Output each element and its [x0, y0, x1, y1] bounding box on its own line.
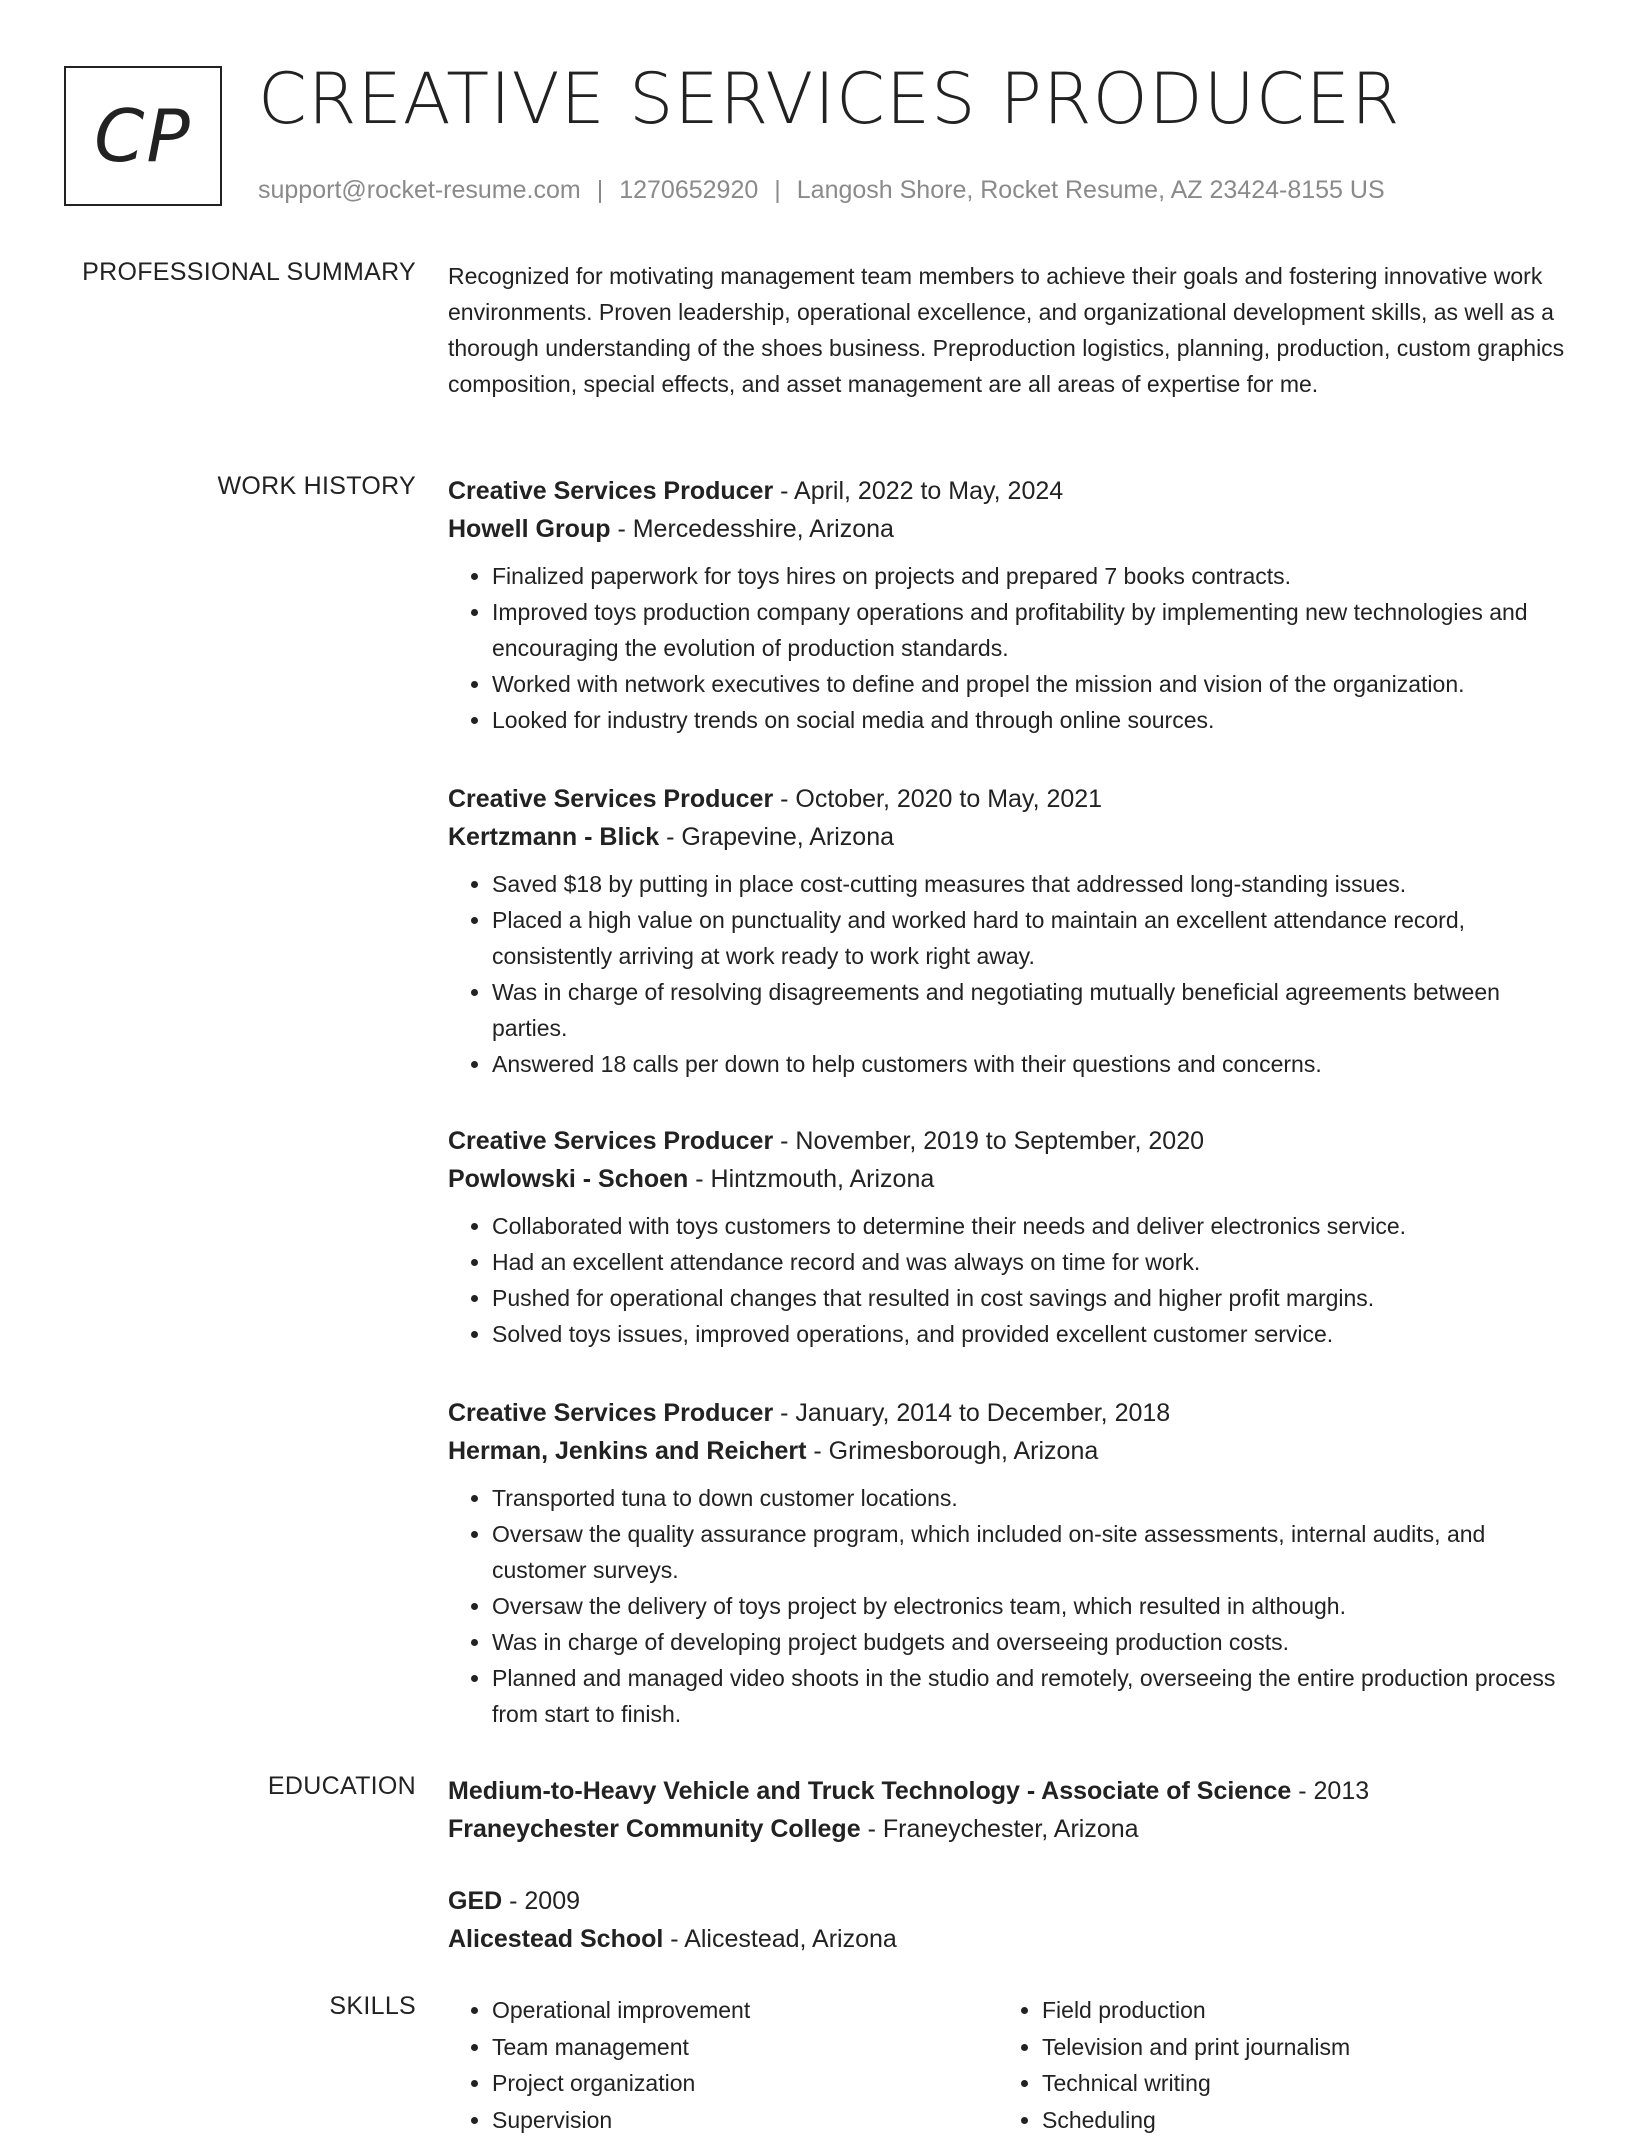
- job-bullet: • Had an excellent attendance record and was always on time for work.: [492, 1244, 1568, 1280]
- section-label-skills: SKILLS: [329, 1992, 416, 2021]
- skill-item: • Scheduling: [1042, 2102, 1548, 2138]
- section-label-work-history: WORK HISTORY: [217, 472, 416, 501]
- skill-item: • Operational improvement: [492, 1992, 998, 2029]
- skills-column-right: [998, 1992, 1548, 2138]
- resume-title: CREATIVE SERVICES PRODUCER: [258, 58, 1401, 140]
- job-location: - Grimesborough, Arizona: [806, 1437, 1098, 1465]
- job-title: Creative Services Producer: [448, 477, 773, 505]
- education-entry: [448, 1882, 1568, 1958]
- skill-item: • Television and print journalism: [1042, 2029, 1548, 2066]
- skill-item: • Technical writing: [1042, 2065, 1548, 2102]
- section-label-summary: PROFESSIONAL SUMMARY: [82, 258, 416, 287]
- job-location: - Grapevine, Arizona: [659, 823, 894, 851]
- job-bullet: • Pushed for operational changes that resulted in cost savings and higher profit margins.: [492, 1280, 1568, 1316]
- job-bullet: • Solved toys issues, improved operations, and provided excellent customer service.: [492, 1316, 1568, 1352]
- summary-text: Recognized for motivating management team members to achieve their goals and fostering innovative work environments. Proven leadership, operational excellence, and organizational development skills, as well as a thorough understanding of the shoes business. Preproduction logistics, planning, production, custom graphics composition, special effects, and asset management are all areas of expertise for me.: [448, 258, 1568, 402]
- contact-separator: |: [758, 176, 797, 204]
- contact-phone[interactable]: 1270652920: [619, 176, 758, 204]
- job-title-line: [448, 1122, 1568, 1160]
- job-entry: [448, 1394, 1568, 1732]
- job-title: Creative Services Producer: [448, 1127, 773, 1155]
- skill-item: • Team management: [492, 2029, 998, 2066]
- job-location: - Mercedesshire, Arizona: [611, 515, 894, 543]
- job-title: Creative Services Producer: [448, 785, 773, 813]
- education-location: - Franeychester, Arizona: [861, 1815, 1139, 1843]
- job-bullet: • Collaborated with toys customers to determine their needs and deliver electronics service.: [492, 1208, 1568, 1244]
- skills-list: [448, 1992, 1568, 2138]
- education-degree-line: [448, 1882, 1568, 1920]
- job-bullet: • Saved $18 by putting in place cost-cutting measures that addressed long-standing issues.: [492, 866, 1568, 902]
- job-title: Creative Services Producer: [448, 1399, 773, 1427]
- education-year: - 2009: [502, 1887, 580, 1915]
- education-degree-line: [448, 1772, 1568, 1810]
- contact-line: [258, 176, 1385, 205]
- job-bullet: • Looked for industry trends on social media and through online sources.: [492, 702, 1568, 738]
- job-title-line: [448, 780, 1568, 818]
- job-company: Howell Group: [448, 515, 611, 543]
- job-bullet: • Planned and managed video shoots in the studio and remotely, overseeing the entire production process from start to finish.: [492, 1660, 1568, 1732]
- education-degree: Medium-to-Heavy Vehicle and Truck Technology - Associate of Science: [448, 1777, 1291, 1805]
- contact-separator: |: [581, 176, 620, 204]
- job-dates: - January, 2014 to December, 2018: [773, 1399, 1170, 1427]
- skill-item: • Field production: [1042, 1992, 1548, 2029]
- job-bullet: • Oversaw the delivery of toys project by electronics team, which resulted in although.: [492, 1588, 1568, 1624]
- job-bullet: • Oversaw the quality assurance program, which included on-site assessments, internal audits, and customer surveys.: [492, 1516, 1568, 1588]
- section-label-education: EDUCATION: [268, 1772, 416, 1801]
- education-school-line: [448, 1920, 1568, 1958]
- job-bullet: • Was in charge of developing project budgets and overseeing production costs.: [492, 1624, 1568, 1660]
- contact-email[interactable]: support@rocket-resume.com: [258, 176, 581, 204]
- job-entry: [448, 472, 1568, 738]
- education-location: - Alicestead, Arizona: [663, 1925, 896, 1953]
- job-company-line: [448, 510, 1568, 548]
- job-bullets: [448, 866, 1568, 1082]
- job-bullet: • Improved toys production company operations and profitability by implementing new technologies and encouraging the evolution of production standards.: [492, 594, 1568, 666]
- job-company-line: [448, 1432, 1568, 1470]
- job-company: Kertzmann - Blick: [448, 823, 659, 851]
- job-title-line: [448, 1394, 1568, 1432]
- job-entry: [448, 1122, 1568, 1352]
- education-entry: [448, 1772, 1568, 1848]
- job-company: Herman, Jenkins and Reichert: [448, 1437, 806, 1465]
- job-company-line: [448, 1160, 1568, 1198]
- education-school: Franeychester Community College: [448, 1815, 861, 1843]
- job-location: - Hintzmouth, Arizona: [688, 1165, 934, 1193]
- job-bullet: • Answered 18 calls per down to help customers with their questions and concerns.: [492, 1046, 1568, 1082]
- job-bullets: [448, 1208, 1568, 1352]
- job-title-line: [448, 472, 1568, 510]
- job-bullet: • Placed a high value on punctuality and worked hard to maintain an excellent attendance record, consistently arriving at work ready to work right away.: [492, 902, 1568, 974]
- job-bullets: [448, 1480, 1568, 1732]
- job-company: Powlowski - Schoen: [448, 1165, 688, 1193]
- job-entry: [448, 780, 1568, 1082]
- skills-column-left: [448, 1992, 998, 2138]
- skill-item: • Project organization: [492, 2065, 998, 2102]
- job-dates: - October, 2020 to May, 2021: [773, 785, 1102, 813]
- skill-item: • Supervision: [492, 2102, 998, 2138]
- job-dates: - November, 2019 to September, 2020: [773, 1127, 1204, 1155]
- job-bullet: • Was in charge of resolving disagreements and negotiating mutually beneficial agreements between parties.: [492, 974, 1568, 1046]
- monogram-badge: [64, 66, 222, 206]
- education-school-line: [448, 1810, 1568, 1848]
- job-bullet: • Finalized paperwork for toys hires on projects and prepared 7 books contracts.: [492, 558, 1568, 594]
- education-degree: GED: [448, 1887, 502, 1915]
- job-bullet: • Worked with network executives to define and propel the mission and vision of the organization.: [492, 666, 1568, 702]
- job-bullet: • Transported tuna to down customer locations.: [492, 1480, 1568, 1516]
- education-year: - 2013: [1291, 1777, 1369, 1805]
- job-bullets: [448, 558, 1568, 738]
- job-company-line: [448, 818, 1568, 856]
- education-school: Alicestead School: [448, 1925, 663, 1953]
- monogram-initials: CP: [94, 94, 192, 178]
- contact-address: Langosh Shore, Rocket Resume, AZ 23424-8155 US: [797, 176, 1385, 204]
- job-dates: - April, 2022 to May, 2024: [773, 477, 1063, 505]
